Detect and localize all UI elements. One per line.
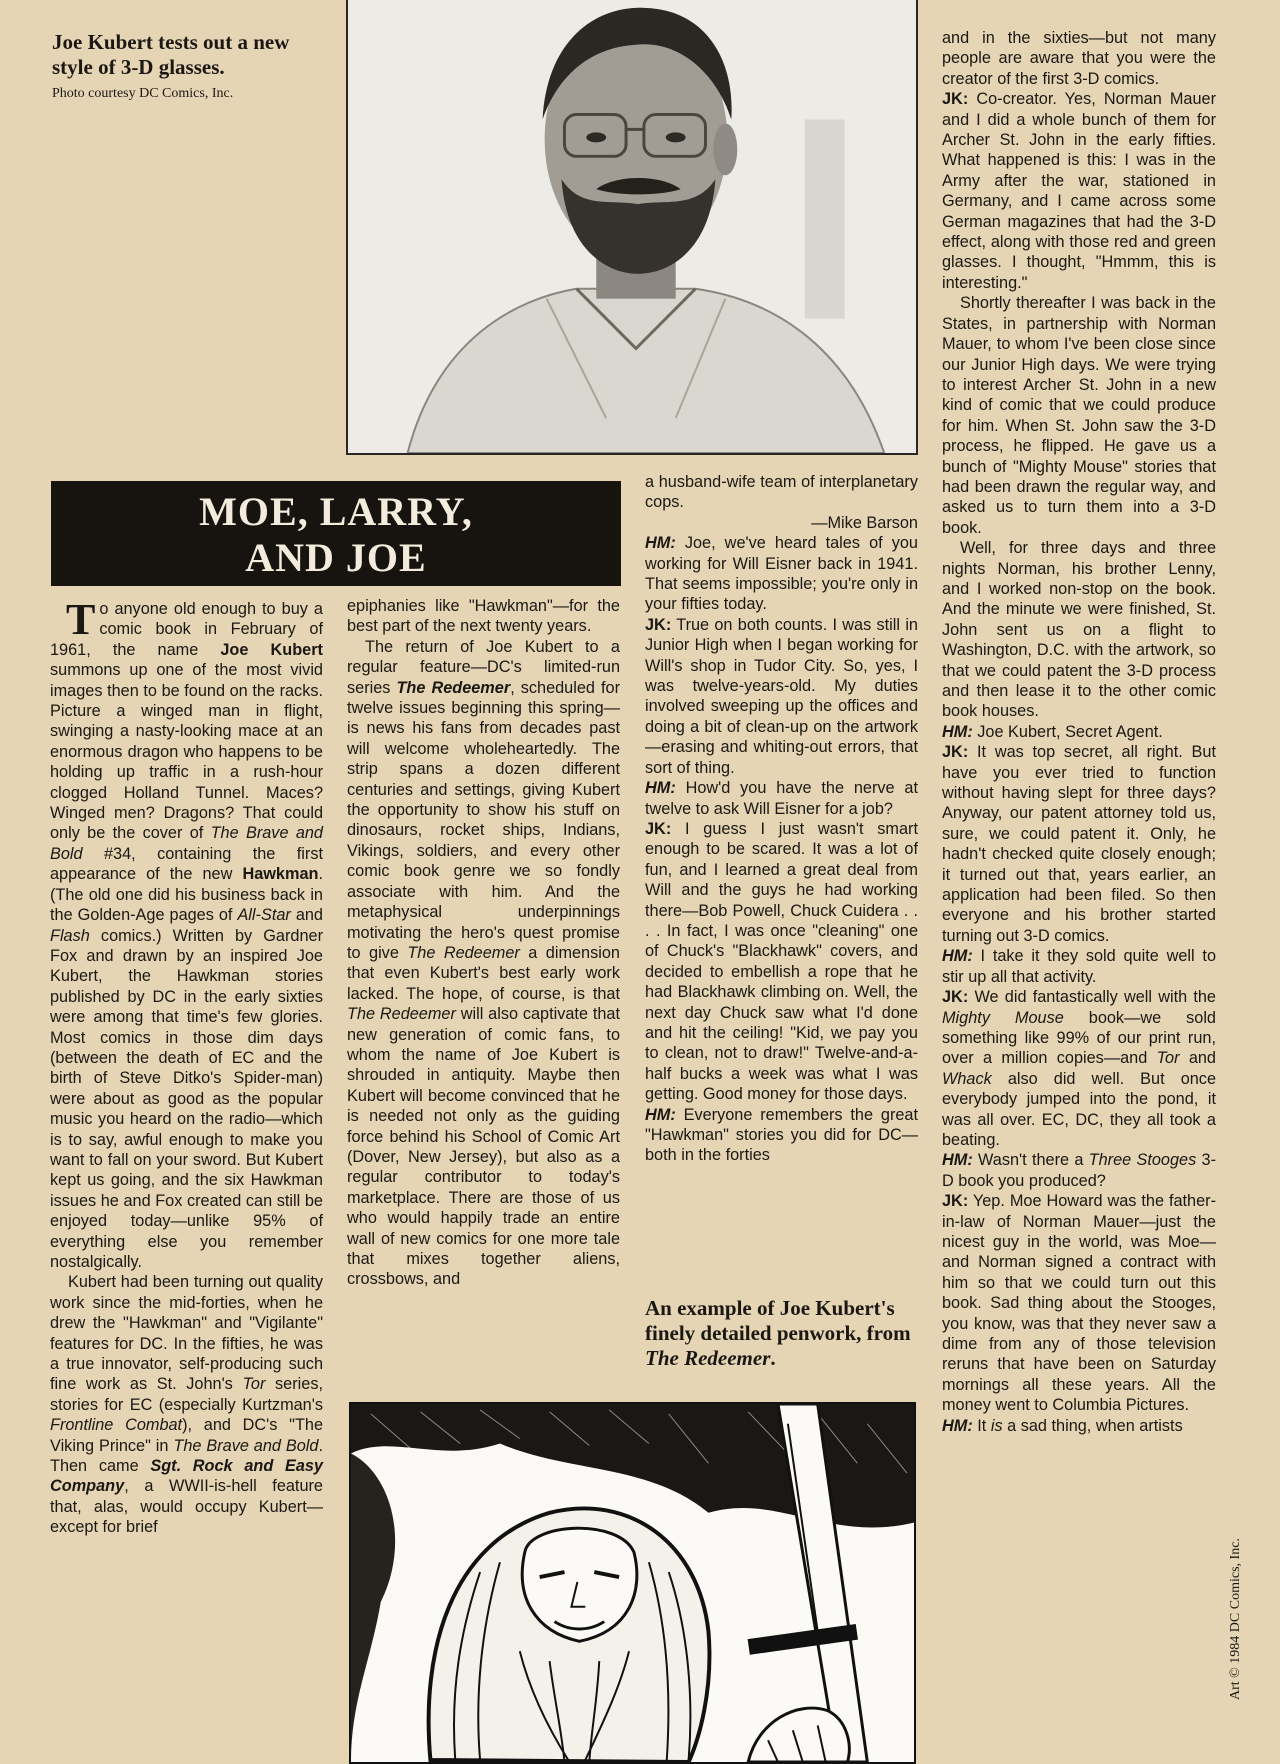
emphasis-italic: is [990,1416,1003,1435]
interview-a6 [942,1191,1216,1415]
article-column-4 [942,28,1216,1436]
text-run: The return of Joe Kubert to a regular feature—DC's limited-run series [347,637,620,697]
interview-q3 [645,1105,918,1166]
speaker-label-hm: HM: [942,1416,973,1435]
text-run: It [972,1416,991,1435]
interview-a3-paragraph-3: Well, for three days and three nights Norman, his brother Lenny, and I worked non-stop on the book. And the minute we were finished, St. John sent us on a flight to Washington, D.C. with the artwork, so that we could patent the 3-D process and then lease it to the other comic book houses. [942,539,1216,721]
title-bold-italic: The Redeemer [396,678,511,697]
interview-a4 [942,742,1216,946]
text-run: We did fantastically well with the [968,988,1216,1007]
speaker-label-jk: JK: [942,1192,969,1211]
text-run: . [770,1346,776,1370]
text-run: a sad thing, when artists [1002,1416,1183,1435]
title-italic: Tor [242,1375,266,1394]
photo-caption [52,30,322,102]
title-italic: The Redeemer [407,943,520,962]
column-1-paragraph-2 [50,1272,323,1537]
text-run: I guess I just wasn't smart enough to be scared. It was a lot of fun, and I learned a great deal from Will and the guys he had working there—Bob Powell, Chuck Cuidera . . . . In fact, I was once "cleaning" one of Chuck's "Blackhawk" covers, and decided to embellish a rope that he had Blackhawk climbing on. Well, the next day Chuck saw what I'd done and hit the ceiling! "Kid, we pay you to clean, not to draw!" Twelve-and-a-half bucks a week was what I was getting. Good money for those days. [645,819,918,1104]
interview-q5 [942,946,1216,987]
text-run: also did well. But once everybody jumped into the pond, it was all over. EC, DC, they all took a beating. [942,1069,1216,1149]
text-run: Joe, we've heard tales of you working for Will Eisner back in 1941. That seems impossible; you're only in your fifties today. [645,534,918,614]
kubert-photo [346,0,918,455]
speaker-label-jk: JK: [942,90,969,109]
title-italic: Frontline Combat [50,1416,183,1435]
interview-a1 [645,615,918,778]
text-run: 3-D book you produced? [942,1151,1216,1190]
text-run: o anyone old enough to buy a comic book in February of 1961, the name [50,600,323,659]
text-run: ), and DC's "The Viking Prince" in [50,1416,323,1455]
title-italic: The Redeemer [347,1005,456,1024]
headline-line-1: MOE, LARRY, [199,489,473,534]
text-run: Co-creator. Yes, Norman Mauer and I did a whole bunch of them for Archer St. John in the early fifties. What happened is this: I was in the Army after the war, stationed in Germany, and I came across some German magazines that had the 3-D effect, along with those red and green glasses. I thought, "Hmmm, this is interesting." [942,90,1216,292]
photo-caption-title: Joe Kubert tests out a new style of 3-D glasses. [52,30,290,79]
text-run: It was top secret, all right. But have you ever tried to function without having slept for three days? Anyway, our patent attorney told us, sure, we could patent it. Only, he hadn't checked quite closely enough; it turned out that, years earlier, an application had been filed. So then everyone and his brother started turning out 3-D comics. [942,743,1216,945]
text-run: Yep. Moe Howard was the father-in-law of Norman Mauer—just the nicest guy in the world, was Moe—and Norman signed a contract with him so that we could turn out this book. Sad thing about the Stooges, you know, was that they never saw a dime from any of those television reruns that have been on Saturday mornings all these years. All the money went to Columbia Pictures. [942,1192,1216,1415]
text-run: Everyone remembers the great "Hawkman" stories you did for DC—both in the forties [645,1105,918,1165]
column-2-paragraph-1: epiphanies like "Hawkman"—for the best part of the next twenty years. [347,597,620,636]
title-italic: Mighty Mouse [942,1008,1064,1027]
article-headline [51,481,621,586]
text-run: comics.) Written by Gardner Fox and drawn by an inspired Joe Kubert, the Hawkman stories published by DC in the early sixties were among that time's few glories. Most comics in those dim days (between the death of EC and the birth of Steve Ditko's Spider-man) were about as good as the popular music you heard on the radio—which is to say, awful enough to make you want to fall on your sword. But Kubert kept us going, and the six Hawkman issues he and Fox created can still be enjoyed today—unlike 95% of everything else you remember nostalgically. [50,926,323,1271]
speaker-label-jk: JK: [645,819,672,838]
text-run: and [290,906,323,925]
photo-credit: Photo courtesy DC Comics, Inc. [52,86,234,101]
column-2-paragraph-2 [347,637,620,1290]
interview-q6 [942,1150,1216,1191]
text-run: Wasn't there a [972,1151,1089,1170]
article-column-1 [50,595,323,1538]
text-run: will also captivate that new generation of comic fans, to whom the name of Joe Kubert is shrouded in antiquity. Maybe then Kubert will become convinced that he is needed not only as the guiding force behind his School of Comic Art (Dover, New Jersey), but also as a regular contributor to today's marketplace. There are those of us who would happily trade an entire wall of new comics for one more tale that mixes together aliens, crossbows, and [347,1005,620,1289]
art-caption [645,1296,915,1371]
text-run: , scheduled for twelve issues beginning this spring—is news his fans from decades past will welcome wholeheartedly. The strip spans a dozen different centuries and settings, giving Kubert the opportunity to show his stuff on dinosaurs, rocket ships, Indians, Vikings, soldiers, and every other comic book genre we so fondly associate with him. And the metaphysical underpinnings motivating the hero's quest promise to give [347,678,620,962]
interview-q1 [645,533,918,615]
article-column-3 [645,472,918,1166]
name-bold: Joe Kubert [220,640,323,659]
redeemer-artwork [349,1402,916,1764]
title-italic: All-Star [237,906,291,925]
title-bold-italic: Sgt. Rock and Easy Company [50,1457,323,1496]
text-run: . (The old one did his business back in the Golden-Age pages of [50,865,323,925]
title-italic: Tor [1156,1049,1180,1068]
speaker-label-jk: JK: [942,743,969,762]
redeemer-ink-illustration [351,1404,914,1762]
speaker-label-hm: HM: [645,1105,676,1124]
hawkman-bold: Hawkman [242,865,319,884]
text-run: Joe Kubert, Secret Agent. [972,722,1163,741]
speaker-label-jk: JK: [942,988,969,1007]
interview-q3-continued: and in the sixties—but not many people are aware that you were the creator of the first 3-D comics. [942,29,1216,88]
text-run: book—we sold something like 99% of our print run, over a million copies—and [942,1008,1216,1068]
author-signature: —Mike Barson [811,513,918,532]
interview-q7 [942,1416,1216,1436]
text-run: #34, containing the first appearance of the new [50,844,323,884]
text-run: How'd you have the nerve at twelve to ask Will Eisner for a job? [645,779,918,818]
art-credit-text: Art © 1984 DC Comics, Inc. [1228,1538,1243,1700]
interview-q4 [942,722,1216,742]
speaker-label-hm: HM: [942,722,973,741]
title-italic: Flash [50,926,90,945]
title-italic: The Brave and Bold [50,824,323,863]
article-column-2 [347,596,620,1290]
headline-line-2: AND JOE [245,535,427,580]
kubert-portrait-illustration [348,0,916,453]
art-credit-vertical [1228,1480,1248,1700]
text-run: series, stories for EC (especially Kurtzman's [50,1375,323,1414]
title-italic: The Redeemer [645,1346,771,1370]
title-italic: Three Stooges [1088,1151,1197,1170]
interview-a5 [942,987,1216,1150]
speaker-label-hm: HM: [645,534,676,553]
interview-a3-paragraph-2: Shortly thereafter I was back in the States, in partnership with Norman Mauer, to whom I've been close since our Junior High days. We were trying to interest Archer St. John in a new kind of comic that we could produce for him. When St. John saw the 3-D process, he flipped. He gave us a bunch of "Mighty Mouse" stories that had been drawn the regular way, and asked us to turn them into a 3-D book. [942,294,1216,537]
text-run: Kubert had been turning out quality work since the mid-forties, when he drew the "Hawkman" and "Vigilante" features for DC. In the fifties, he was a true innovator, self-producing such fine work as St. John's [50,1273,323,1394]
drop-cap: T [66,595,96,644]
column-3-paragraph-1: a husband-wife team of interplanetary cops. [645,473,918,512]
speaker-label-hm: HM: [645,779,676,798]
speaker-label-hm: HM: [942,947,973,966]
text-run: An example of Joe Kubert's finely detailed penwork, from [645,1296,911,1345]
speaker-label-hm: HM: [942,1151,973,1170]
text-run: I take it they sold quite well to stir up all that activity. [942,947,1216,986]
interview-q2 [645,778,918,819]
text-run: summons up one of the most vivid images then to be found on the racks. Picture a winged man in flight, swinging a nasty-looking mace at an enormous dragon who happens to be holding up traffic in a rush-hour clogged Holland Tunnel. Maces? Winged men? Dragons? That could only be the cover of [50,661,323,843]
speaker-label-jk: JK: [645,615,672,634]
column-1-paragraph-1 [50,595,323,1272]
title-italic: The Brave and Bold [173,1436,319,1455]
interview-a2 [645,819,918,1105]
text-run: a dimension that even Kubert's best early work lacked. The hope, of course, is that [347,943,620,1003]
text-run: and [1179,1049,1216,1068]
text-run: , a WWII-is-hell feature that, alas, would occupy Kubert—except for brief [50,1477,323,1537]
title-italic: Whack [942,1069,992,1088]
interview-a3 [942,89,1216,293]
text-run: . Then came [50,1436,323,1476]
text-run: True on both counts. I was still in Junior High when I began working for Will's shop in Tudor City. So, yes, I was twelve-years-old. My duties involved sweeping up the offices and doing a bit of clean-up on the artwork—erasing and whiting-out errors, that sort of thing. [645,615,918,777]
